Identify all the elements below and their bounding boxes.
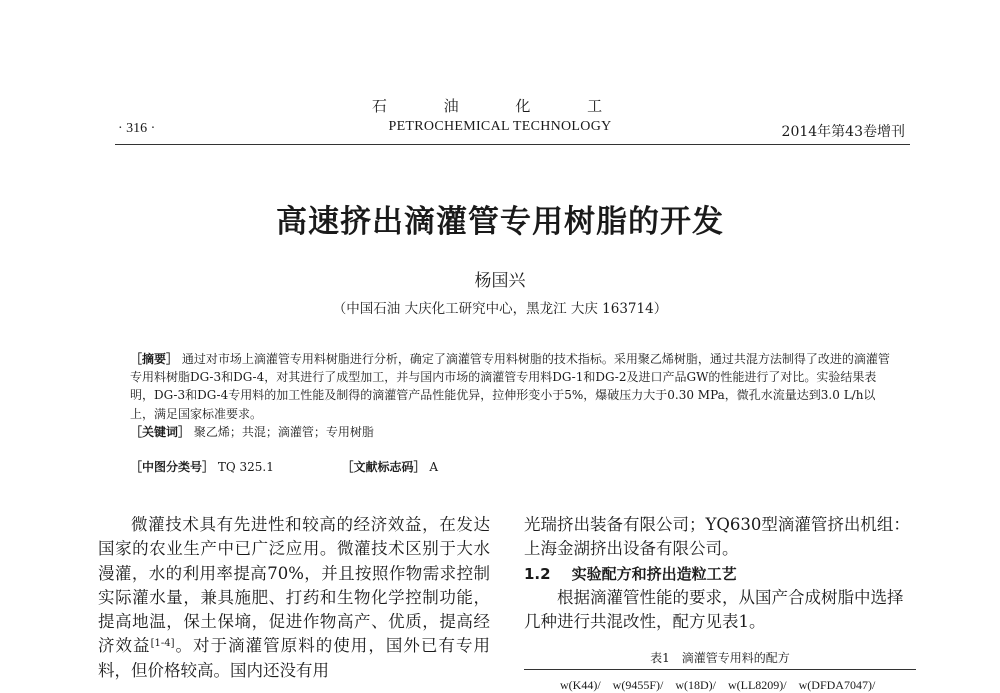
body-right-column (524, 513, 916, 634)
abstract-text: 通过对市场上滴灌管专用料树脂进行分析，确定了滴灌管专用料树脂的技术指标。采用聚乙烯树脂，通过共混方法制得了改进的滴灌管专用料树脂DG-3和DG-4，对其进行了成型加工，并与国内市场的滴灌管专用料DG-1和DG-2及进口产品GW的性能进行了对比。实验结果表明，DG-3和DG-4专用料的加工性能及制得的滴灌管产品性能优异，拉伸形变小于5%，爆破压力大于0.30 MPa，微孔水流量达到3.0 L/h以上，满足国家标准要求。 (130, 352, 890, 421)
journal-name-cn: 石 油 化 工 (371, 97, 629, 115)
abstract-label: ［摘要］ (130, 352, 179, 366)
formula-paragraph: 根据滴灌管性能的要求，从国产合成树脂中选择几种进行共混改性，配方见表1。 (524, 587, 904, 632)
keywords-text: 聚乙烯；共混；滴灌管；专用树脂 (193, 424, 374, 439)
clc-value: TQ 325.1 (217, 460, 274, 474)
header-divider (115, 144, 910, 145)
intro-text: 微灌技术具有先进性和较高的经济效益，在发达国家的农业生产中已广泛应用。微灌技术区别于大水漫灌，水的利用率提高70%，并且按照作物需求控制实际灌水量，兼具施肥、打药和生物化学控制功能，提高地温，保土保墒，促进作物高产、优质，提高经济效益 (98, 515, 490, 656)
article-title: 高速挤出滴灌管专用树脂的开发 (276, 204, 724, 240)
author-affiliation: （中国石油 大庆化工研究中心，黑龙江 大庆 163714） (332, 301, 668, 317)
section-number: 1.2 (524, 564, 551, 583)
table-top-rule (524, 669, 916, 670)
section-title: 实验配方和挤出造粒工艺 (571, 564, 737, 583)
table-header-row: w(K44)/ w(9455F)/ w(18D)/ w(LL8209)/ w(DFDA7047)/ (560, 678, 876, 692)
clc-label: ［中图分类号］ (130, 460, 215, 474)
equipment-line: 光瑞挤出装备有限公司；YQ630型滴灌管挤出机组：上海金湖挤出设备有限公司。 (524, 515, 910, 559)
intro-paragraph (98, 513, 490, 683)
doc-code-value: A (429, 460, 439, 474)
journal-name-en: PETROCHEMICAL TECHNOLOGY (388, 119, 612, 134)
citation-ref: [1-4] (150, 638, 175, 650)
classification-row (130, 458, 438, 475)
abstract-paragraph (130, 350, 890, 423)
issue-info: 2014年第43卷增刊 (781, 124, 905, 140)
abstract-block (130, 350, 890, 441)
intro-text-cont: 。对于滴灌管原料的使用，国外已有专用料，但价格较高。国内还没有用 (98, 636, 491, 680)
section-heading (524, 562, 916, 586)
keywords-line (130, 423, 890, 441)
doc-code-label: ［文献标志码］ (341, 460, 426, 474)
body-left-column (98, 513, 490, 683)
page-number: · 316 · (118, 121, 156, 136)
table-caption: 表1 滴灌管专用料的配方 (650, 651, 790, 665)
keywords-label: ［关键词］ (130, 424, 191, 439)
article-author: 杨国兴 (474, 271, 526, 291)
